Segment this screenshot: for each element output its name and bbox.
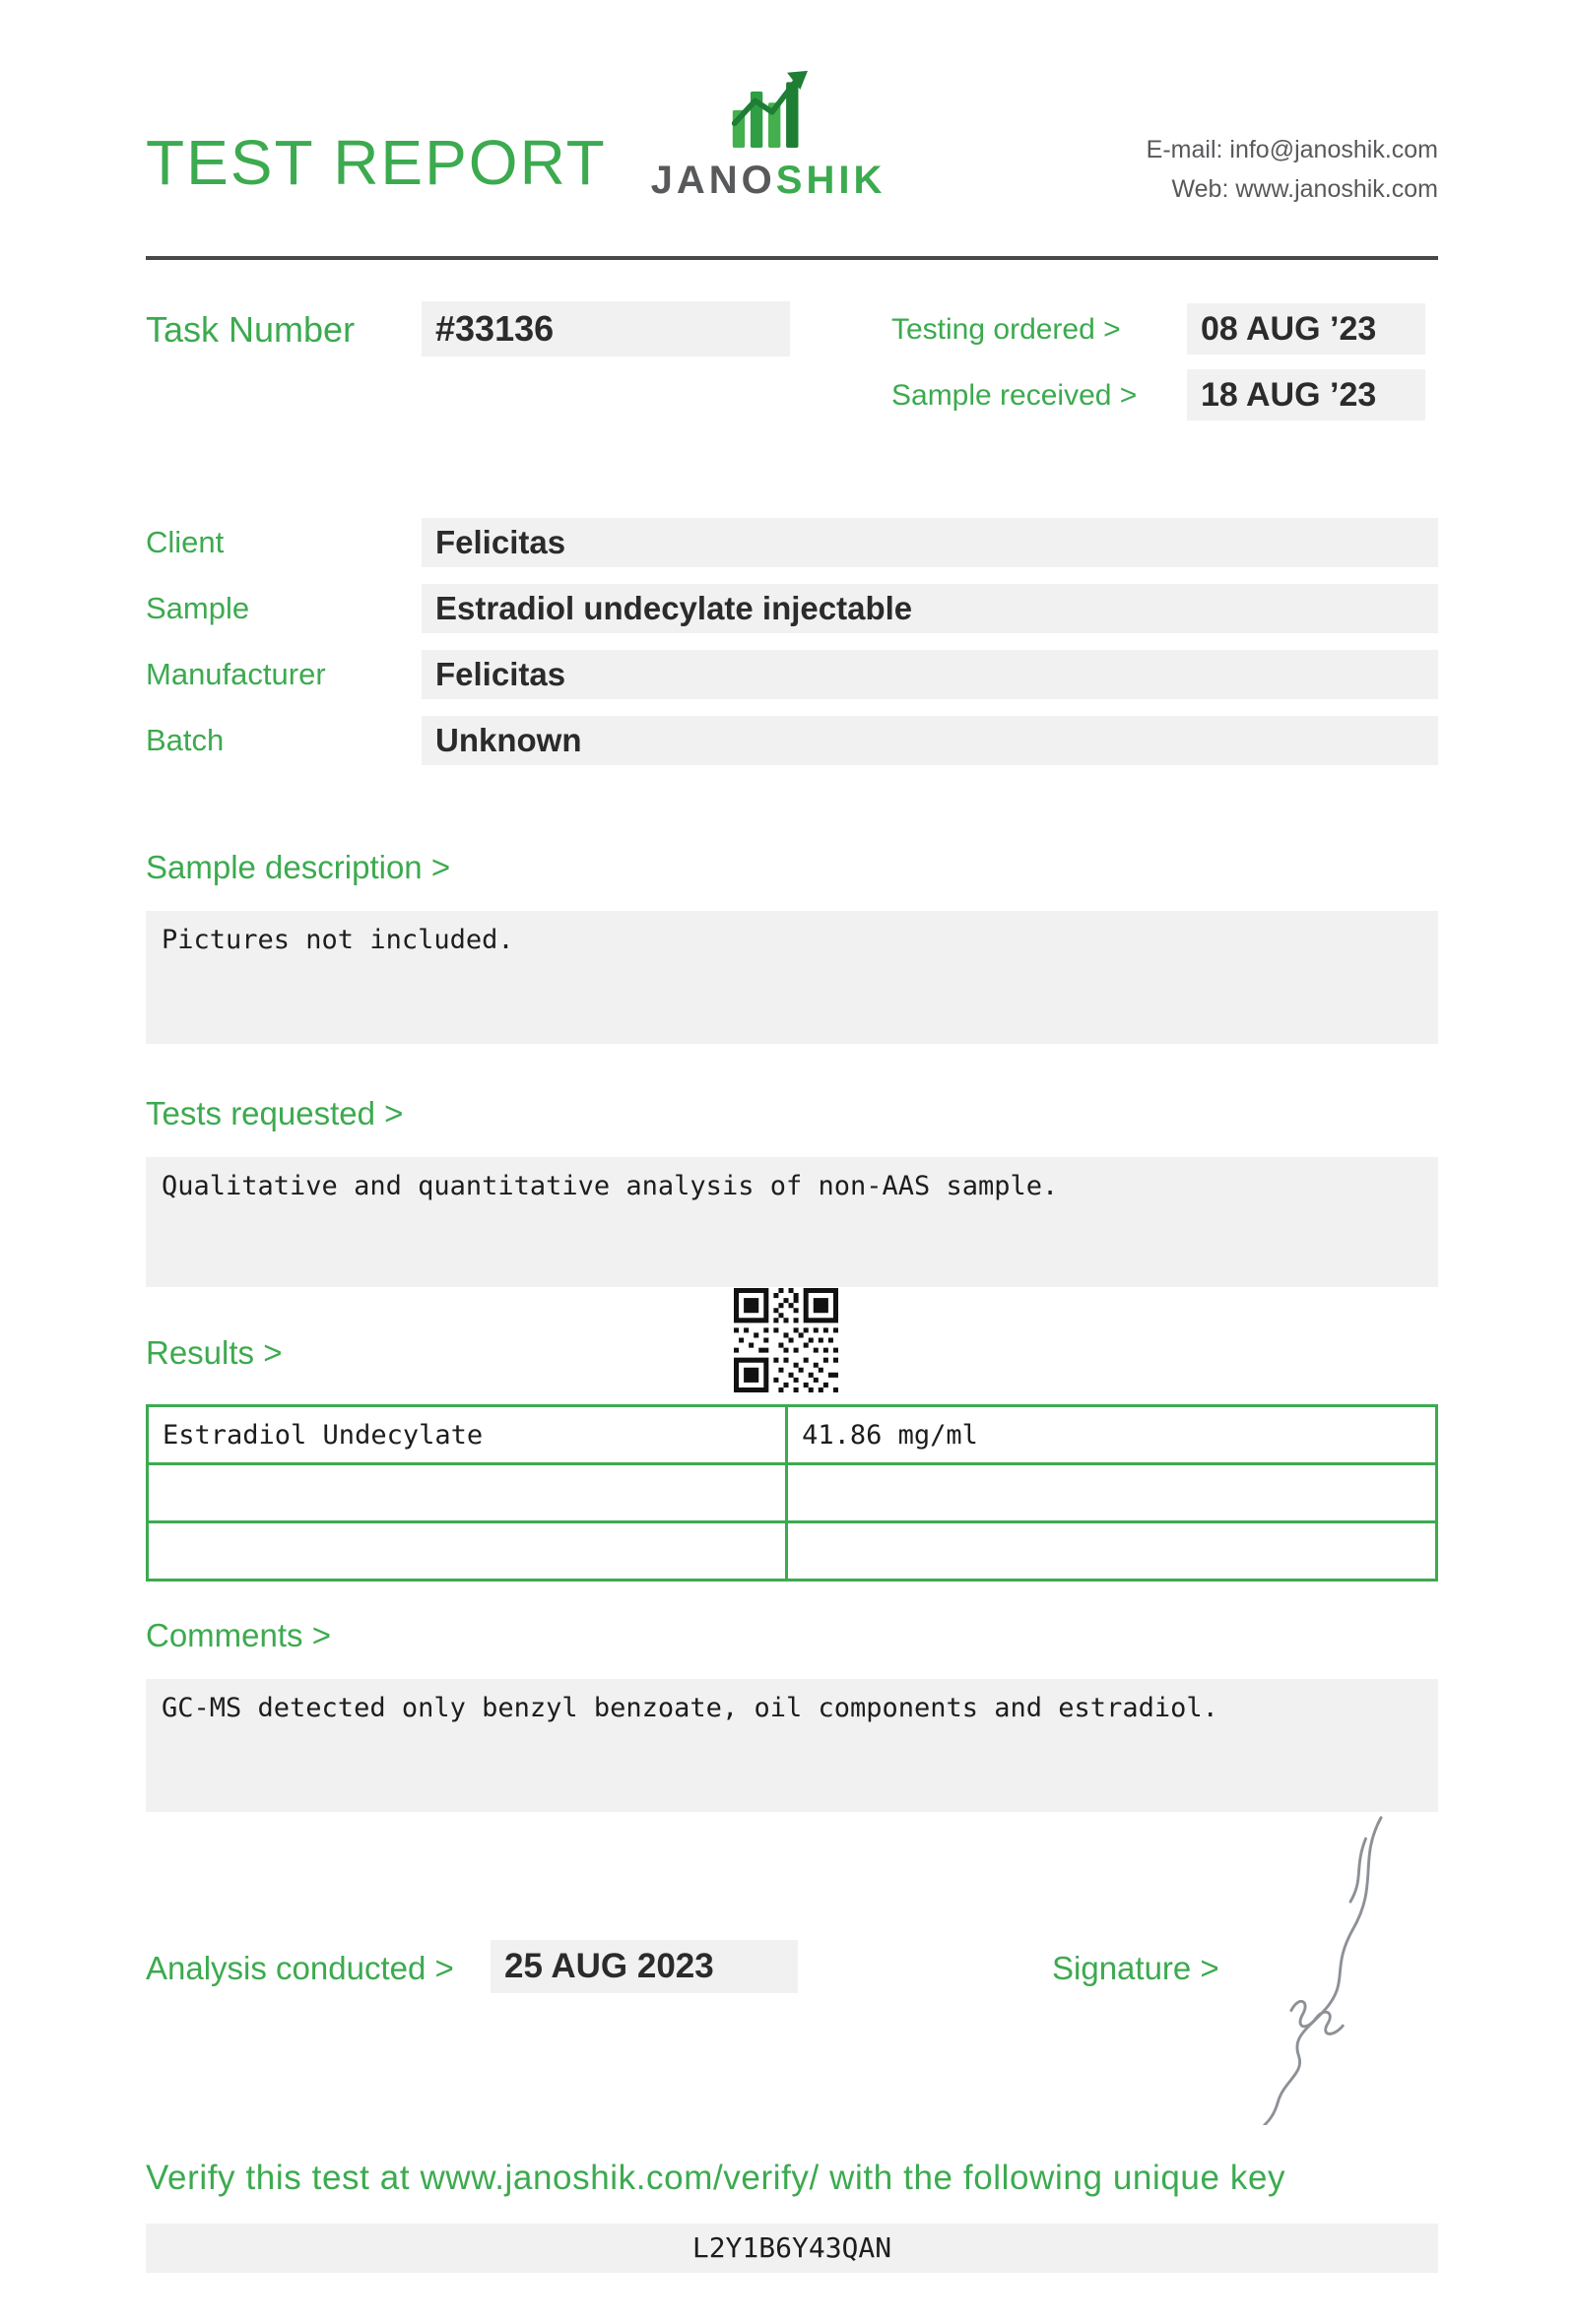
contact-web-line <box>1147 169 1438 209</box>
sample-description-text: Pictures not included. <box>162 925 514 955</box>
sample-label: Sample <box>146 591 250 625</box>
client-value: Felicitas <box>422 518 1438 567</box>
manufacturer-value: Felicitas <box>422 650 1438 699</box>
analysis-conducted-label: Analysis conducted > <box>146 1950 454 1986</box>
bar-chart-logo-icon <box>719 69 818 148</box>
info-row-client <box>146 516 1438 569</box>
logo <box>611 69 926 203</box>
result-analyte-cell: Estradiol Undecylate <box>149 1407 788 1462</box>
logo-wordmark <box>611 159 926 203</box>
unique-key: L2Y1B6Y43QAN <box>146 2224 1438 2273</box>
sample-received-value: 18 AUG ’23 <box>1187 369 1425 420</box>
analysis-conducted-value: 25 AUG 2023 <box>491 1940 798 1993</box>
tests-requested-heading: Tests requested > <box>146 1095 404 1131</box>
task-number-value: #33136 <box>422 301 790 356</box>
info-row-sample <box>146 582 1438 635</box>
tests-requested-text: Qualitative and quantitative analysis of non-AAS sample. <box>162 1171 1059 1201</box>
contact-info <box>1147 130 1438 209</box>
table-row <box>149 1523 1435 1579</box>
batch-value: Unknown <box>422 716 1438 765</box>
client-label: Client <box>146 525 225 559</box>
results-heading: Results > <box>146 1334 283 1371</box>
contact-email-line <box>1147 130 1438 169</box>
email-label: E-mail: <box>1146 136 1223 163</box>
email-value: info@janoshik.com <box>1229 136 1438 163</box>
comments-heading: Comments > <box>146 1617 331 1653</box>
comments-text: GC-MS detected only benzyl benzoate, oil components and estradiol. <box>162 1693 1218 1723</box>
web-value: www.janoshik.com <box>1235 175 1438 203</box>
table-row <box>149 1465 1435 1523</box>
result-value-cell: 41.86 mg/ml <box>802 1419 978 1451</box>
header-divider <box>146 256 1438 260</box>
sample-description-box <box>146 911 1438 1044</box>
table-row <box>149 1407 1435 1465</box>
tests-requested-box <box>146 1157 1438 1287</box>
logo-text-primary: JANO <box>650 159 776 202</box>
signature-scribble <box>1233 1810 1406 2125</box>
result-value-cell <box>788 1465 1435 1520</box>
testing-ordered-value: 08 AUG ’23 <box>1187 303 1425 355</box>
info-row-batch <box>146 714 1438 767</box>
web-label: Web: <box>1171 175 1229 203</box>
signature-label: Signature > <box>1052 1950 1219 1986</box>
info-row-manufacturer <box>146 648 1438 701</box>
manufacturer-label: Manufacturer <box>146 657 326 691</box>
comments-box <box>146 1679 1438 1812</box>
result-analyte-cell <box>149 1465 788 1520</box>
verify-instruction: Verify this test at www.janoshik.com/verify/ with the following unique key <box>146 2159 1286 2197</box>
results-table <box>146 1404 1438 1582</box>
sample-description-heading: Sample description > <box>146 849 451 885</box>
sample-received-label: Sample received > <box>891 379 1138 412</box>
qr-code <box>734 1288 838 1392</box>
testing-ordered-label: Testing ordered > <box>891 313 1121 346</box>
sample-value: Estradiol undecylate injectable <box>422 584 1438 633</box>
result-analyte-cell <box>149 1523 788 1579</box>
batch-label: Batch <box>146 723 225 757</box>
page-title: TEST REPORT <box>146 127 607 198</box>
logo-text-accent: SHIK <box>775 159 886 202</box>
task-number-label: Task Number <box>146 309 356 350</box>
result-value-cell <box>788 1523 1435 1579</box>
